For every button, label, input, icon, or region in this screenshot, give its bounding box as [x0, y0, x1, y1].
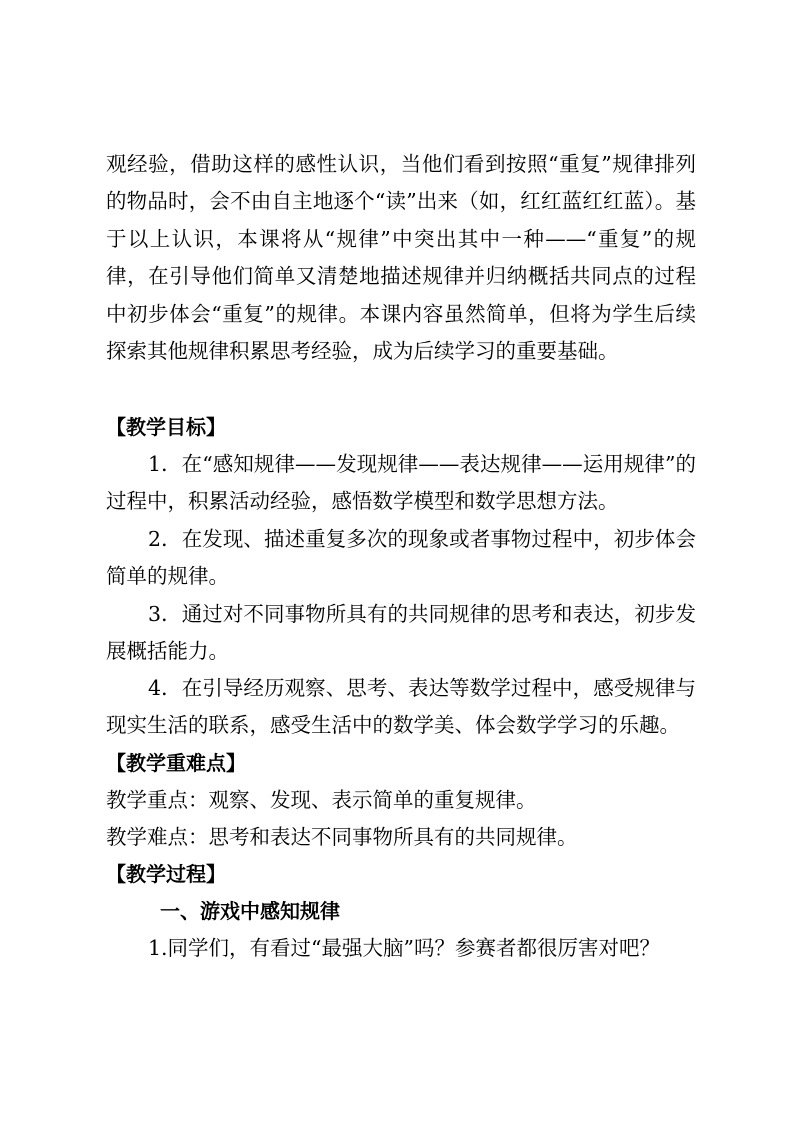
section-title: 一、游戏中感知规律 — [160, 899, 340, 923]
objective-item-3: 3．通过对不同事物所具有的共同规律的思考和表达，初步发展概括能力。 — [106, 602, 696, 664]
process-step-1: 1.同学们，有看过“最强大脑”吗？参赛者都很厉害对吧？ — [148, 936, 661, 960]
intro-paragraph: 观经验，借助这样的感性认识，当他们看到按照“重复”规律排列的物品时，会不由自主地逐个“读”出来（如，红红蓝红红蓝）。基于以上认识，本课将从“规律”中突出其中一种——“重复”的规律，在引导他们简单又清楚地描述规律并归纳概括共同点的过程中初步体会“重复”的规律。本课内容虽然简单，但将为学生后续探索其他规律积累思考经验，成为后续学习的重要基础。 — [106, 152, 696, 364]
process-heading: 【教学过程】 — [106, 862, 226, 886]
teaching-difficulty: 教学难点：思考和表达不同事物所具有的共同规律。 — [106, 825, 578, 849]
key-points-heading: 【教学重难点】 — [106, 751, 246, 775]
objectives-heading: 【教学目标】 — [106, 415, 226, 439]
teaching-focus: 教学重点：观察、发现、表示简单的重复规律。 — [106, 788, 537, 812]
objective-item-1: 1．在“感知规律——发现规律——表达规律——运用规律”的过程中，积累活动经验，感悟数学模型和数学思想方法。 — [106, 452, 696, 514]
objective-item-4: 4．在引导经历观察、思考、表达等数学过程中，感受规律与现实生活的联系，感受生活中的数学美、体会数学学习的乐趣。 — [106, 676, 696, 738]
objective-item-2: 2．在发现、描述重复多次的现象或者事物过程中，初步体会简单的规律。 — [106, 527, 696, 589]
